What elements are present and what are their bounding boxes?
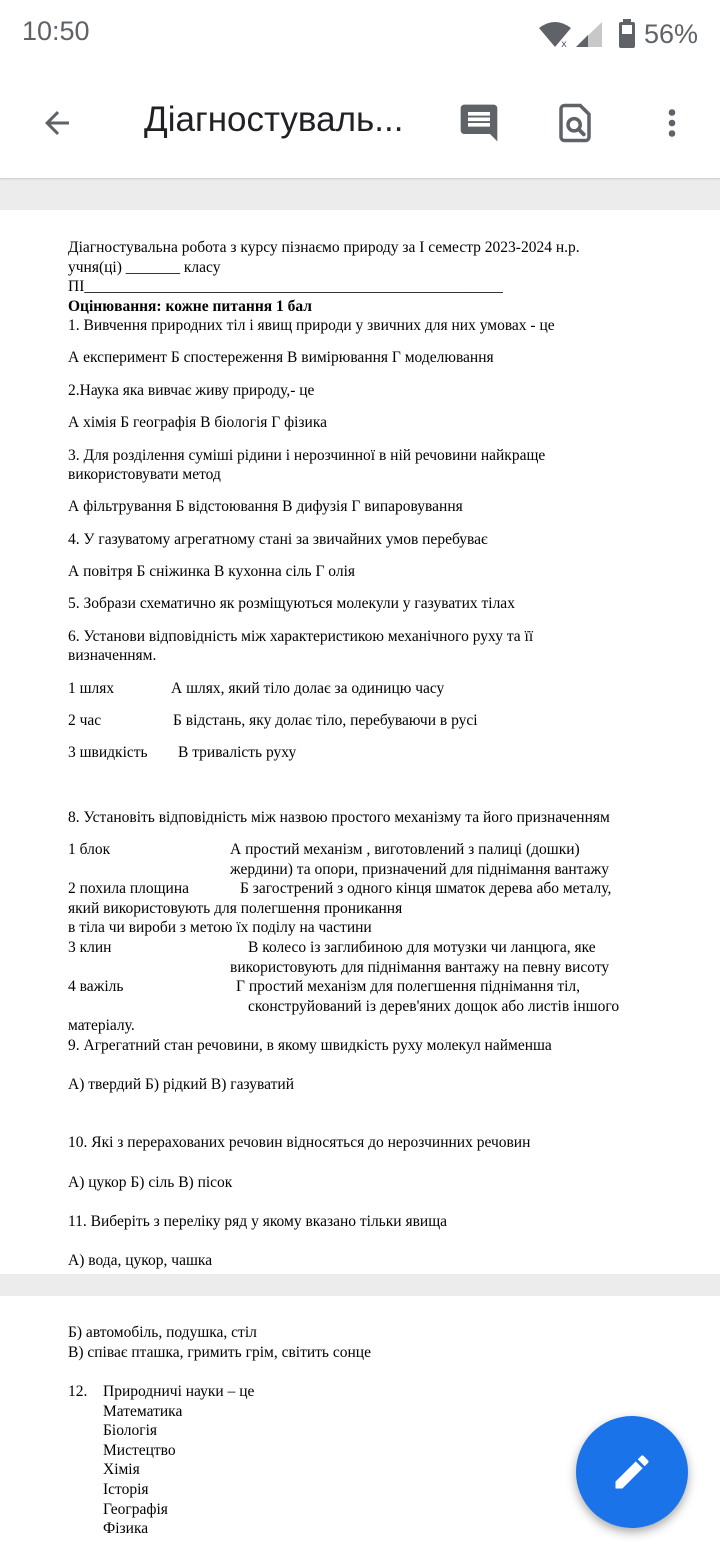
doc-line: матеріалу. <box>68 1017 135 1034</box>
doc-line: Б відстань, яку долає тіло, перебуваючи в русі <box>173 712 478 729</box>
doc-line: 8. Установіть відповідність між назвою простого механізму та його призначенням <box>68 809 610 826</box>
doc-line: Хімія <box>103 1461 140 1478</box>
doc-line: А експеримент Б спостереження В вимірювання Г моделювання <box>68 349 494 366</box>
doc-line: Діагностувальна робота з курсу пізнаємо природу за І семестр 2023-2024 н.р. <box>68 239 580 256</box>
status-bar <box>0 0 720 68</box>
doc-line: А простий механізм , виготовлений з палиці (дошки) <box>230 841 580 858</box>
doc-line: 1 блок <box>68 841 111 858</box>
app-bar <box>0 68 720 178</box>
document-title: Діагностуваль... <box>144 100 404 139</box>
doc-line: В) співає пташка, гримить грім, світить сонце <box>68 1344 371 1361</box>
doc-line: 12. <box>68 1383 88 1400</box>
doc-line: Г простий механізм для полегшення піднімання тіл, <box>236 978 581 995</box>
doc-line: ПІ______________________________________________________ <box>68 278 503 295</box>
back-button[interactable] <box>26 92 88 154</box>
doc-line: учня(ці) _______ класу <box>68 259 221 276</box>
wifi-icon <box>538 20 572 48</box>
doc-line: 4 важіль <box>68 978 124 995</box>
doc-line: 1. Вивчення природних тіл і явищ природи у звичних для них умовах - це <box>68 317 555 334</box>
doc-line: Б) автомобіль, подушка, стіл <box>68 1324 257 1341</box>
edit-fab-button[interactable] <box>576 1416 688 1528</box>
doc-line: В тривалість руху <box>178 744 297 761</box>
doc-line: Географія <box>103 1501 168 1518</box>
doc-line: А повітря Б сніжинка В кухонна сіль Г олія <box>68 563 356 580</box>
doc-line: Математика <box>103 1403 183 1420</box>
doc-line: А) цукор Б) сіль В) пісок <box>68 1174 233 1191</box>
doc-line: 4. У газуватому агрегатному стані за звичайних умов перебуває <box>68 531 488 548</box>
find-in-page-icon <box>554 102 596 144</box>
doc-line: 10. Які з перерахованих речовин відносяться до нерозчинних речовин <box>68 1134 531 1151</box>
doc-line: Б загострений з одного кінця шматок дерева або металу, <box>240 880 612 897</box>
doc-line: 11. Виберіть з переліку ряд у якому вказано тільки явища <box>68 1213 448 1230</box>
svg-text:x: x <box>560 39 567 48</box>
find-in-document-button[interactable] <box>544 92 606 154</box>
edit-pencil-icon <box>610 1450 654 1494</box>
more-options-button[interactable] <box>641 92 703 154</box>
doc-line: Мистецтво <box>103 1442 176 1459</box>
doc-line: жердини) та опори, призначений для піднімання вантажу <box>230 861 609 878</box>
doc-line: використовують для піднімання вантажу на певну висоту <box>230 959 610 976</box>
doc-line: Біологія <box>103 1422 158 1439</box>
status-icons <box>538 16 698 52</box>
doc-line: 3 швидкість <box>68 744 148 761</box>
battery-percentage: 56% <box>643 18 698 49</box>
more-vert-icon <box>654 105 690 141</box>
signal-icon <box>574 20 604 48</box>
doc-line: 2.Наука яка вивчає живу природу,- це <box>68 382 315 399</box>
doc-line: 5. Зобрази схематично як розміщуються молекули у газуватих тілах <box>68 595 515 612</box>
doc-line: А шлях, який тіло долає за одиницю часу <box>171 680 445 697</box>
doc-line: А) твердий Б) рідкий В) газуватий <box>68 1076 294 1093</box>
doc-line: 3. Для розділення суміші рідини і нерозчинної в ній речовини найкраще <box>68 447 546 464</box>
doc-line: використовувати метод <box>68 466 221 483</box>
doc-line: 3 клин <box>68 939 112 956</box>
doc-line: Фізика <box>103 1520 149 1537</box>
doc-line: Оцінювання: кожне питання 1 бал <box>68 298 312 315</box>
doc-line: 9. Агрегатний стан речовини, в якому швидкість руху молекул найменша <box>68 1037 552 1054</box>
document-page-1 <box>0 210 720 1274</box>
doc-line: в тіла чи вироби з метою їх поділу на частини <box>68 919 372 936</box>
doc-line: сконструйований із дерев'яних дощок або листів іншого <box>248 998 620 1015</box>
comments-button[interactable] <box>448 92 510 154</box>
doc-line: В колесо із заглибиною для мотузки чи ланцюга, яке <box>248 939 596 956</box>
doc-line: 2 час <box>68 712 102 729</box>
doc-line: Історія <box>103 1481 149 1498</box>
doc-line: А фільтрування Б відстоювання В дифузія Г випаровування <box>68 498 463 515</box>
arrow-back-icon <box>39 105 75 141</box>
doc-line: який використовують для полегшення проникання <box>68 900 403 917</box>
doc-line: А хімія Б географія В біологія Г фізика <box>68 414 328 431</box>
doc-line: 1 шлях <box>68 680 115 697</box>
doc-line: визначенням. <box>68 647 157 664</box>
doc-line: Природничі науки – це <box>103 1383 255 1400</box>
doc-line: 2 похила площина <box>68 880 190 897</box>
doc-line: А) вода, цукор, чашка <box>68 1252 213 1269</box>
doc-line: 6. Установи відповідність між характеристикою механічного руху та її <box>68 628 534 645</box>
comment-icon <box>457 101 501 145</box>
battery-icon <box>618 19 636 49</box>
status-time: 10:50 <box>22 16 90 46</box>
